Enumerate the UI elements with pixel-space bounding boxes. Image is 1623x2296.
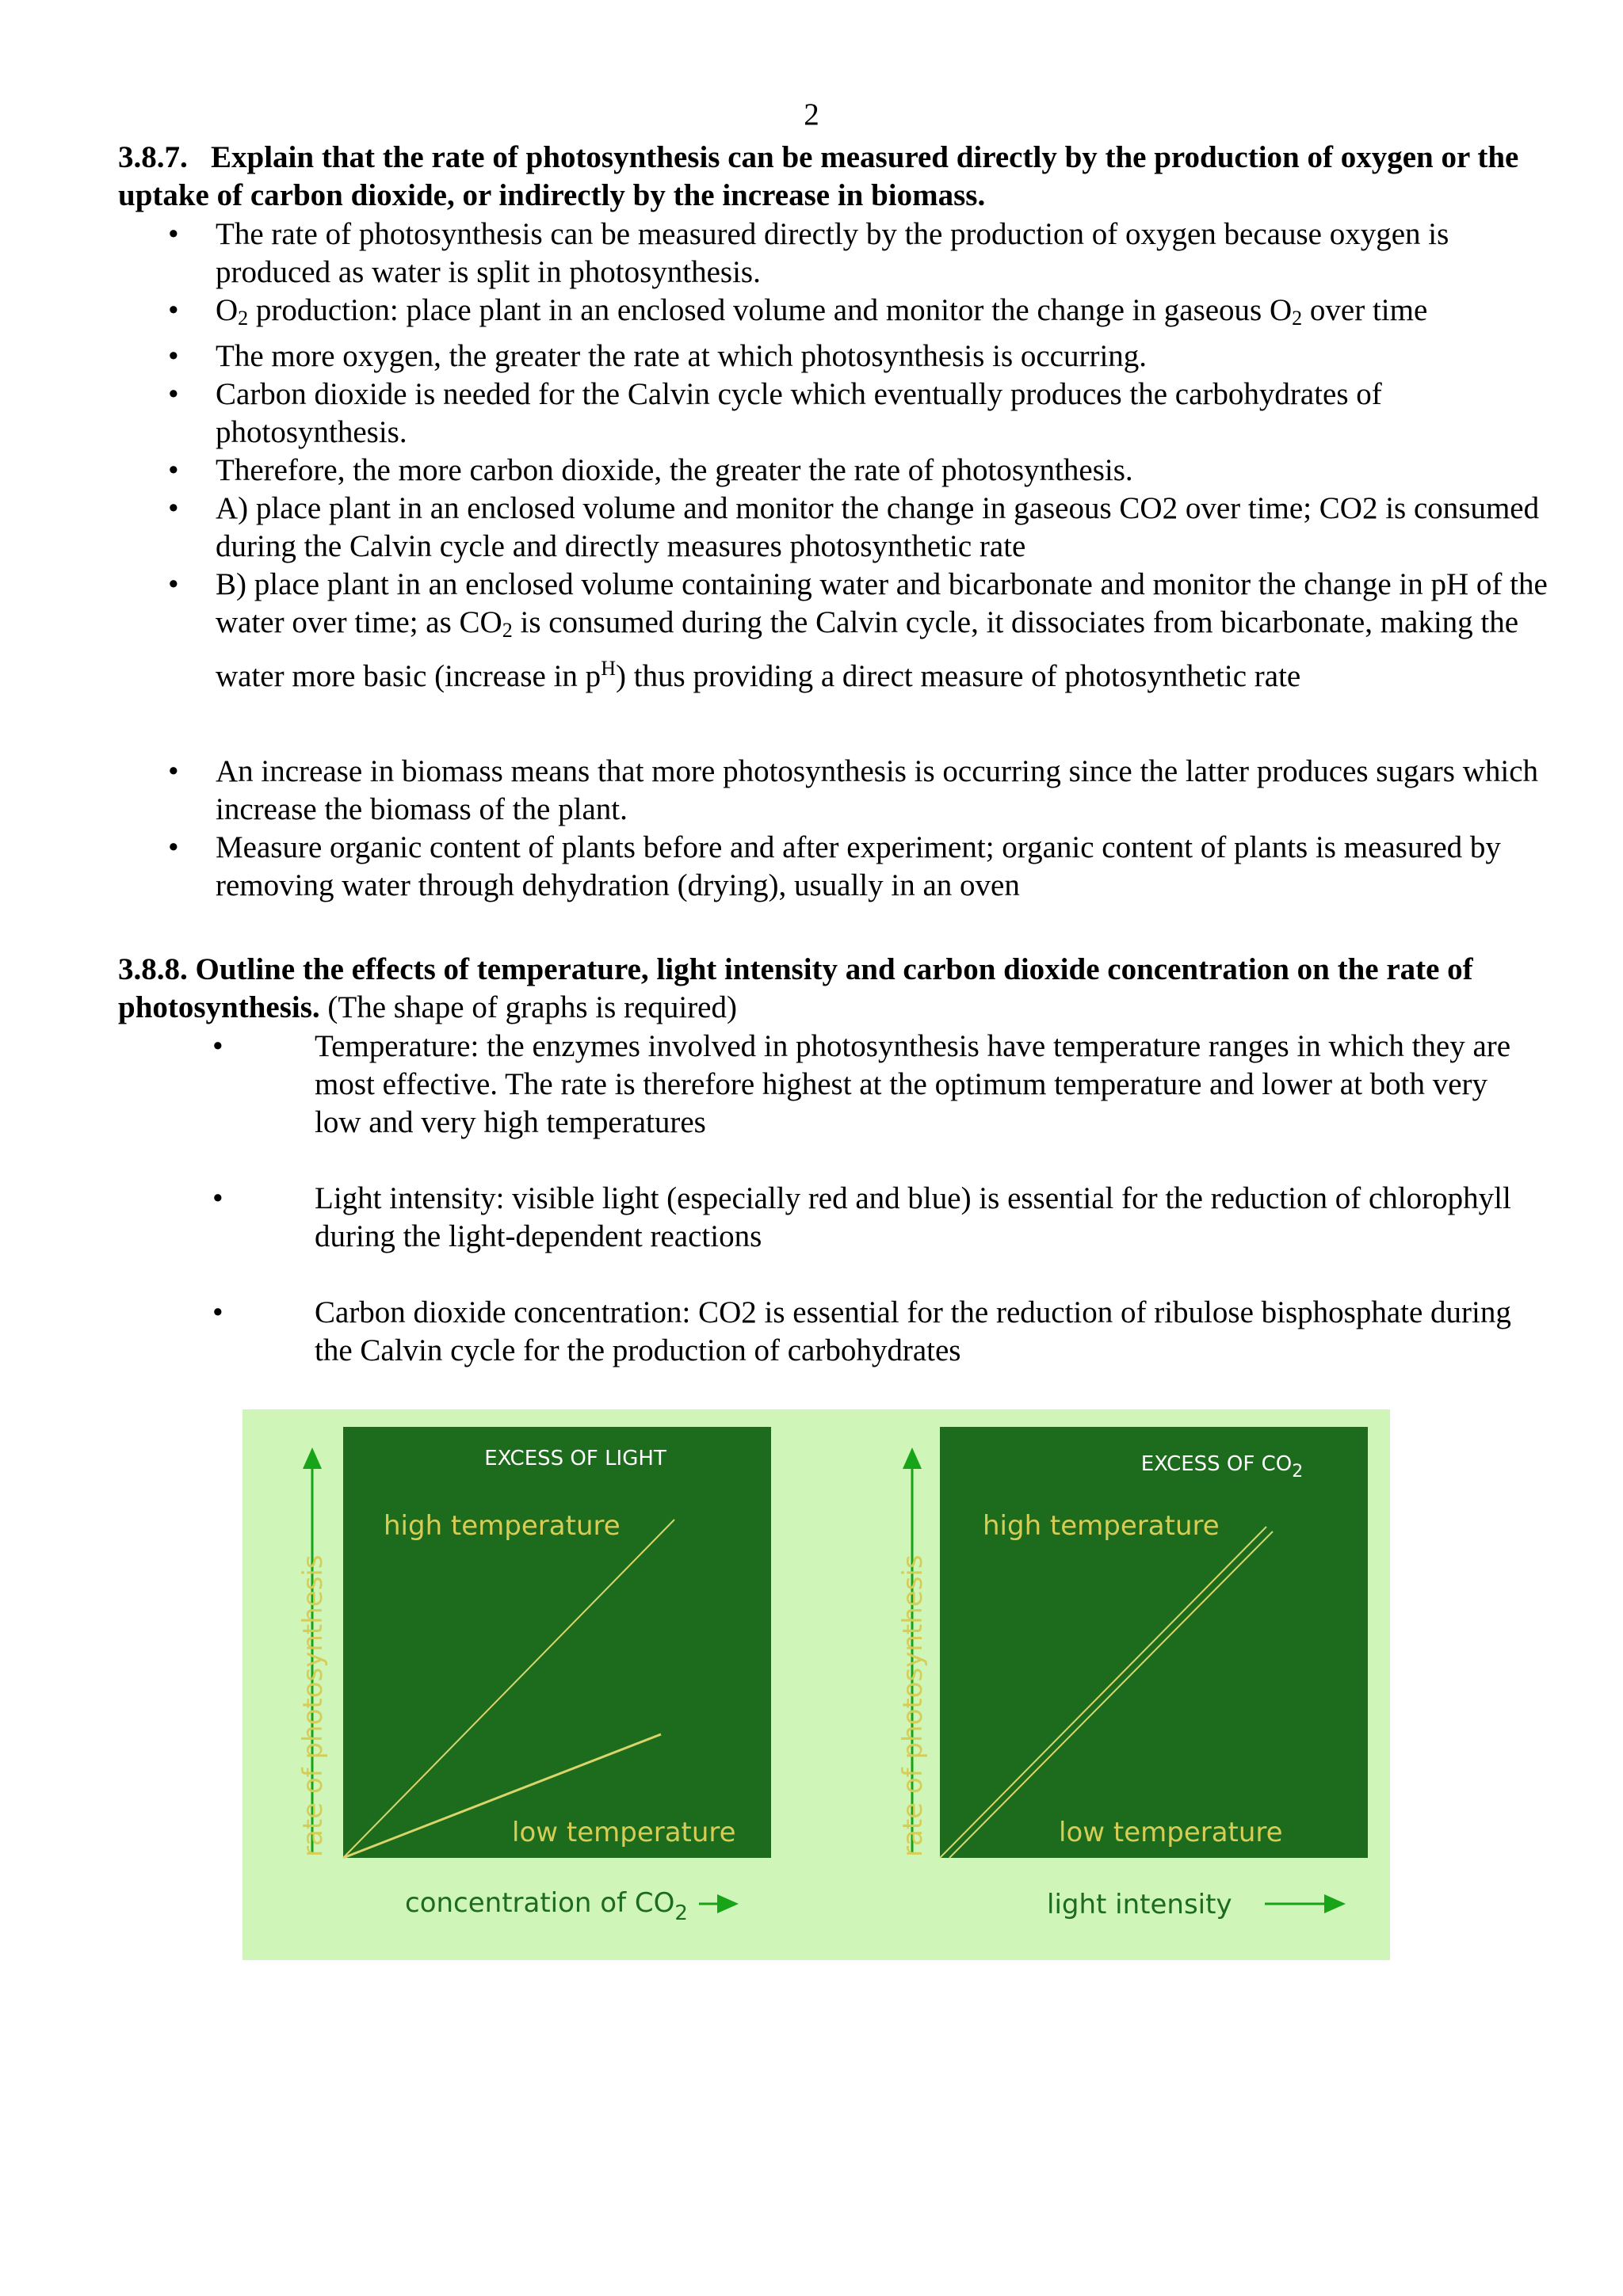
y-axis-label: rate of photosynthesis xyxy=(297,1554,329,1857)
section-3-8-8-heading xyxy=(118,951,1537,1027)
section-3-8-7-bullets xyxy=(216,215,1563,696)
high-temperature-label: high temperature xyxy=(983,1510,1220,1542)
x-axis-label: concentration of $CO_2$ xyxy=(405,1887,688,1925)
section-3-8-7-heading xyxy=(118,139,1537,215)
list-item: • The rate of photosynthesis can be measured directly by the production of oxygen because oxygen is produced as water is split in photosynthesis. xyxy=(216,215,1563,292)
photosynthesis-graphs-figure xyxy=(242,1409,1390,1960)
y-axis-label: rate of photosynthesis xyxy=(897,1554,929,1857)
section-title: 3.8.8. Outline the effects of temperature, light intensity and carbon dioxide concentration on the rate of photosynthesis. xyxy=(118,952,1473,1024)
graph-co2-concentration xyxy=(297,1427,771,1925)
list-item: • B) place plant in an enclosed volume containing water and bicarbonate and monitor the change in pH of the water over time; as $CO_2$ is consumed during the Calvin cycle, it dissociates from bicarbonate, making the water more basic (increase in $p^H$) thus providing a direct measure of photosynthetic rate xyxy=(216,566,1563,696)
x-axis-label: light intensity xyxy=(1047,1889,1232,1920)
list-item: • The more oxygen, the greater the rate at which photosynthesis is occurring. xyxy=(216,338,1563,376)
biomass-bullets xyxy=(216,753,1563,905)
list-item: • Carbon dioxide is needed for the Calvin cycle which eventually produces the carbohydrates of photosynthesis. xyxy=(216,376,1563,452)
list-item: • Therefore, the more carbon dioxide, the greater the rate of photosynthesis. xyxy=(216,452,1563,490)
graph-condition-label: EXCESS OF $CO_2$ xyxy=(1140,1452,1304,1482)
section-3-8-8-bullets xyxy=(315,1028,1535,1408)
low-temperature-label: low temperature xyxy=(512,1817,736,1848)
high-temperature-label: high temperature xyxy=(384,1510,621,1542)
list-item: • $O_2$ production: place plant in an enclosed volume and monitor the change in gaseous $O_2$ over time xyxy=(216,292,1563,338)
list-item: • An increase in biomass means that more photosynthesis is occurring since the latter produces sugars which increase the biomass of the plant. xyxy=(216,753,1563,829)
list-item: • Carbon dioxide concentration: CO2 is essential for the reduction of ribulose bisphosphate during the Calvin cycle for the production of carbohydrates xyxy=(315,1294,1535,1370)
section-title-note: (The shape of graphs is required) xyxy=(319,990,737,1024)
list-item: • Light intensity: visible light (especially red and blue) is essential for the reduction of chlorophyll during the light-dependent reactions xyxy=(315,1180,1535,1256)
list-item: • A) place plant in an enclosed volume and monitor the change in gaseous CO2 over time; CO2 is consumed during the Calvin cycle and directly measures photosynthetic rate xyxy=(216,490,1563,566)
section-title: Explain that the rate of photosynthesis can be measured directly by the production of oxygen or the uptake of carbon dioxide, or indirectly by the increase in biomass. xyxy=(118,140,1519,212)
page-number: 2 xyxy=(804,97,819,132)
graph-condition-label: EXCESS OF LIGHT xyxy=(484,1447,666,1470)
section-number: 3.8.7. xyxy=(118,140,188,174)
low-temperature-label: low temperature xyxy=(1059,1817,1283,1848)
list-item: • Temperature: the enzymes involved in photosynthesis have temperature ranges in which they are most effective. The rate is therefore highest at the optimum temperature and lower at both very low and very high temperatures xyxy=(315,1028,1535,1142)
graph-light-intensity xyxy=(897,1427,1368,1920)
list-item: • Measure organic content of plants before and after experiment; organic content of plants is measured by removing water through dehydration (drying), usually in an oven xyxy=(216,829,1563,905)
